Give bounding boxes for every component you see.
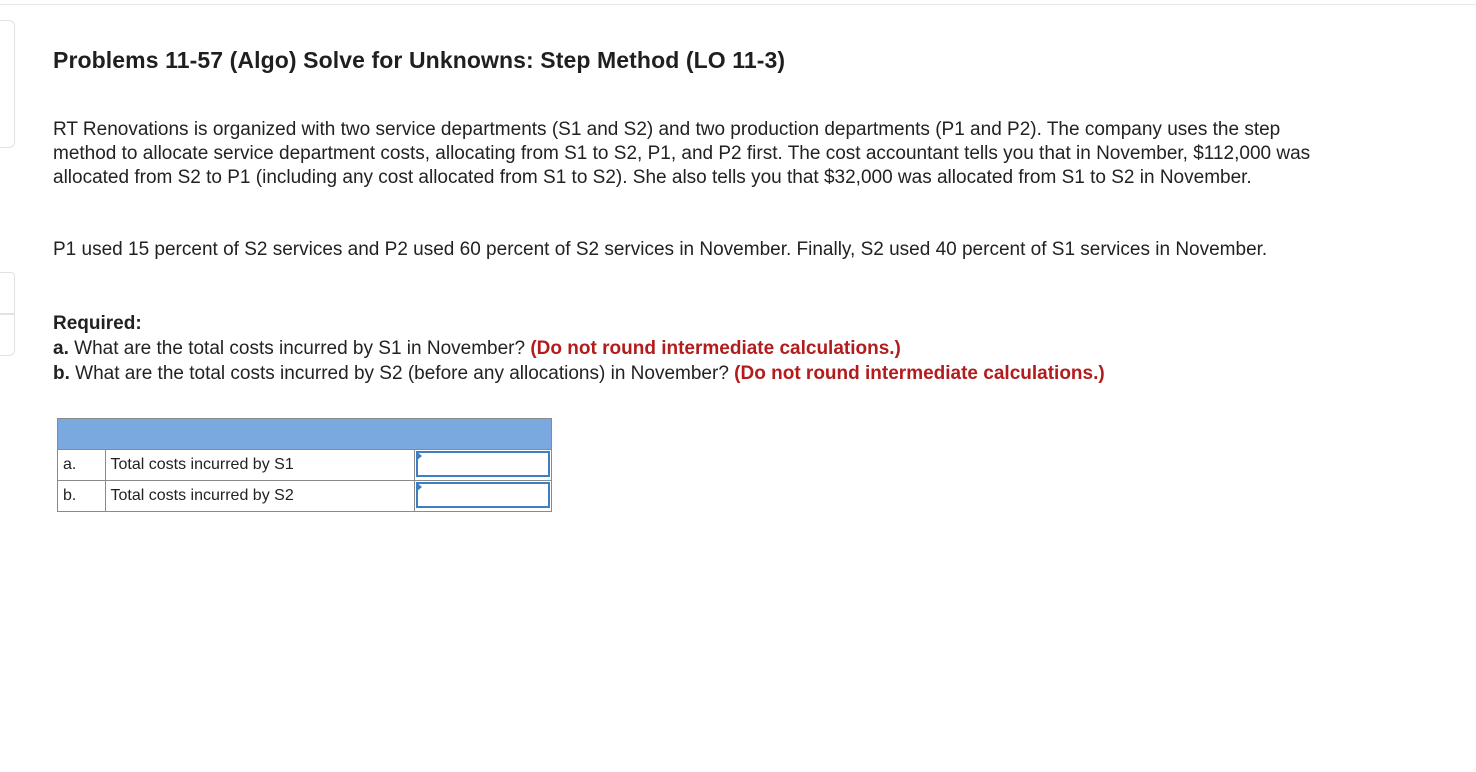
required-item-text: What are the total costs incurred by S2 (before any allocations) in November? [75, 363, 729, 384]
answer-table-header [58, 419, 552, 450]
answer-cell-s1 [415, 450, 552, 481]
side-panel-tab[interactable] [0, 20, 15, 148]
answer-cell-s2 [415, 481, 552, 512]
answer-table-header-cell [58, 419, 552, 450]
s1-total-cost-input[interactable] [416, 451, 550, 477]
row-letter: a. [58, 450, 106, 481]
problem-title: Problems 11-57 (Algo) Solve for Unknowns: Step Method (LO 11-3) [53, 47, 786, 73]
required-item-a [53, 336, 1353, 361]
required-item-note: (Do not round intermediate calculations.) [530, 338, 901, 359]
answer-table [57, 418, 552, 512]
problem-paragraph-1: RT Renovations is organized with two service departments (S1 and S2) and two production departments (P1 and P2). The company uses the step method to allocate service department costs, allocating from S1 to S2, P1, and P2 first. The cost accountant tells you that in November, $112,000 was allocated from S2 to P1 (including any cost allocated from S1 to S2). She also tells you that $32,000 was allocated from S1 to S2 in November. [53, 119, 1311, 188]
table-row [58, 481, 552, 512]
top-divider [0, 4, 1476, 5]
required-item-label: b. [53, 363, 70, 384]
required-item-text: What are the total costs incurred by S1 in November? [74, 338, 526, 359]
row-description: Total costs incurred by S2 [105, 481, 415, 512]
input-marker-icon [416, 482, 422, 492]
required-section [53, 311, 1353, 386]
required-item-label: a. [53, 338, 69, 359]
table-row [58, 450, 552, 481]
required-item-note: (Do not round intermediate calculations.) [734, 363, 1105, 384]
row-letter: b. [58, 481, 106, 512]
problem-paragraph-2: P1 used 15 percent of S2 services and P2 used 60 percent of S2 services in November. Finally, S2 used 40 percent of S1 services in November. [53, 239, 1268, 260]
required-heading: Required: [53, 313, 142, 334]
required-item-b [53, 361, 1353, 386]
input-marker-icon [416, 451, 422, 461]
s2-total-cost-input[interactable] [416, 482, 550, 508]
question-content [53, 40, 1353, 384]
row-description: Total costs incurred by S1 [105, 450, 415, 481]
side-panel-tab-upper[interactable] [0, 272, 15, 314]
side-panel-tab-lower[interactable] [0, 314, 15, 356]
